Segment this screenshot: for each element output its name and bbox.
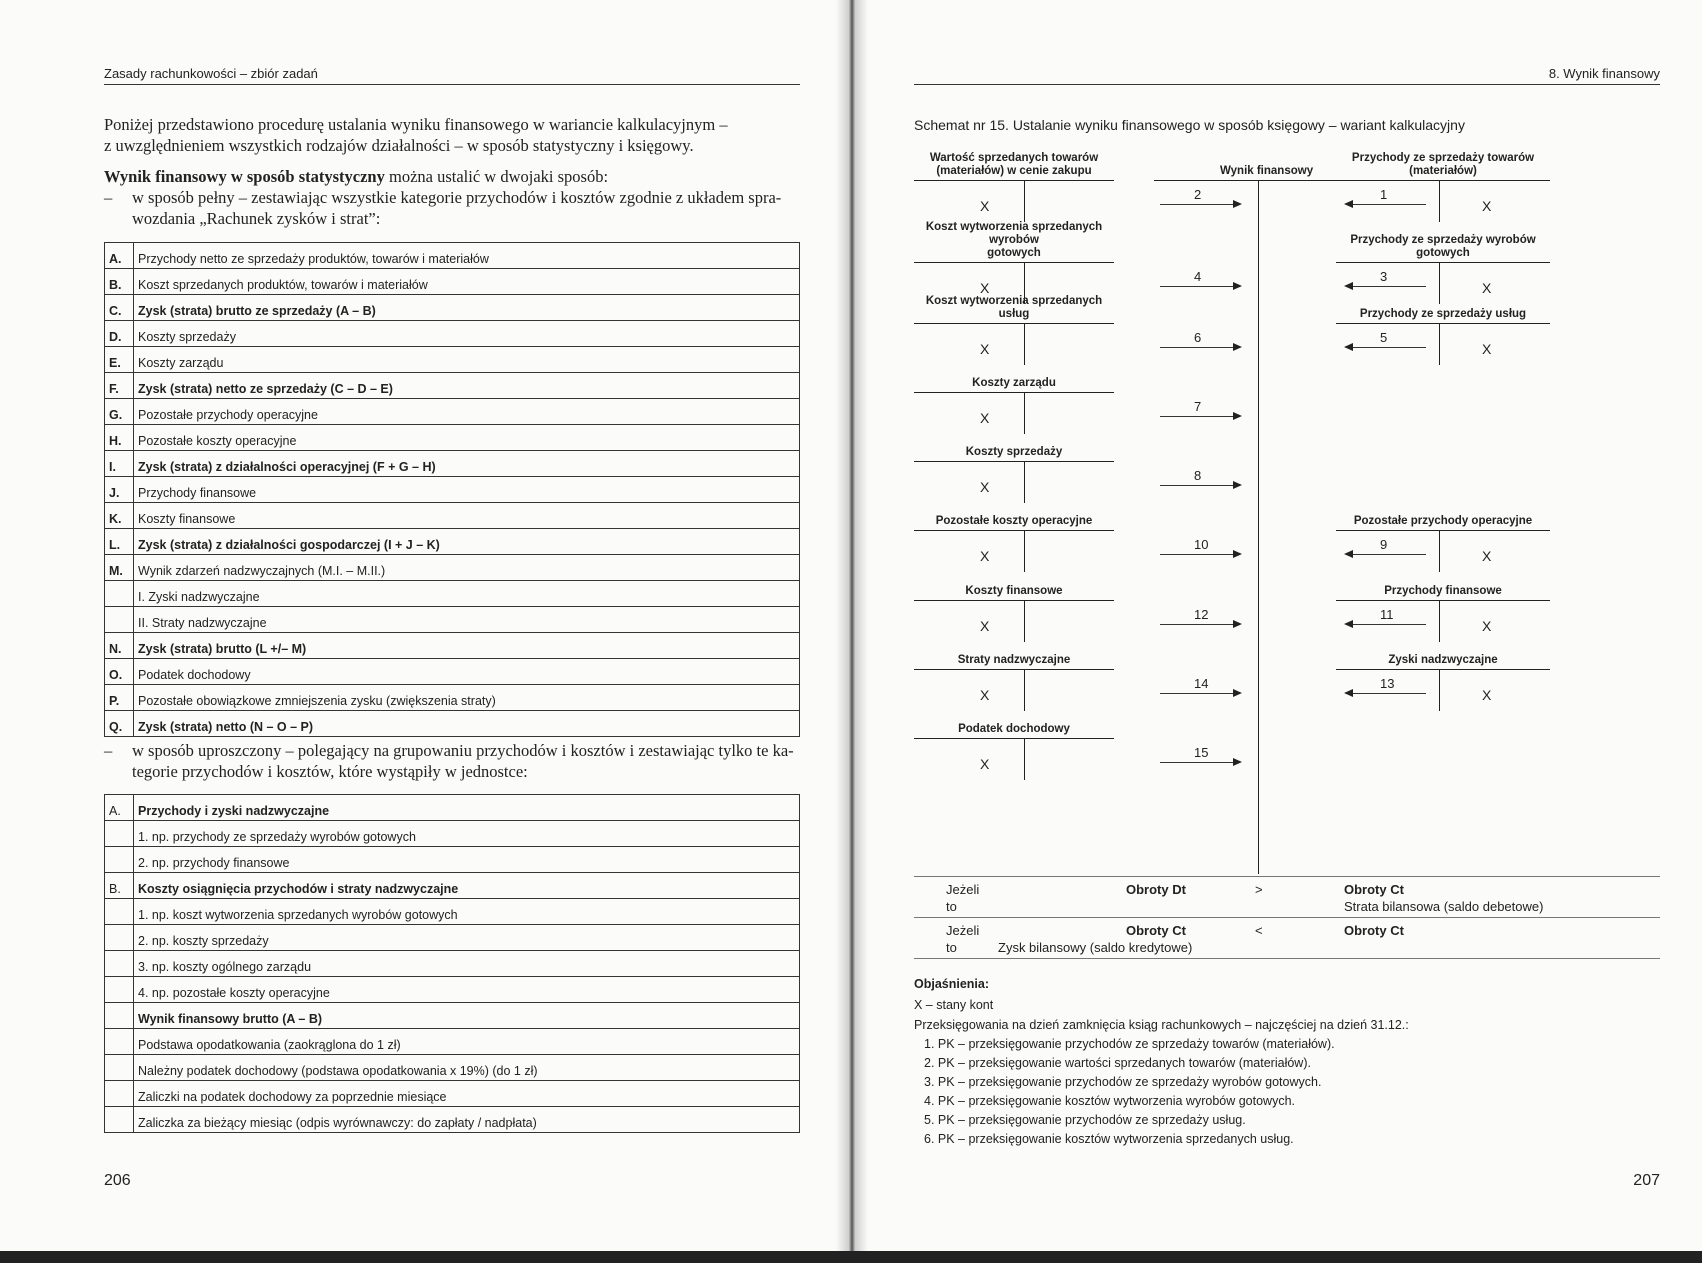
cond1-then: to <box>946 899 957 914</box>
bullet-simplified-method: – w sposób uproszczony – polegający na grupowaniu przychodów i kosztów i zestawiając tylko te ka- tegorie przychodów i kosztów, które wystąpiły w jednostce: <box>104 740 804 782</box>
explain-intro: Przeksięgowania na dzień zamknięcia ksiąg rachunkowych – najczęściej na dzień 31.12.: <box>914 1018 1409 1032</box>
explain-item: 5. PK – przeksięgowanie przychodów ze sprzedaży usług. <box>924 1113 1246 1127</box>
right-flow-arrowhead <box>1344 343 1353 351</box>
simplified-row-text: Należny podatek dochodowy (podstawa opodatkowania x 19%) (do 1 zł) <box>134 1055 800 1081</box>
rzis-row-text: Pozostałe przychody operacyjne <box>134 399 800 425</box>
left-account-balance-x: X <box>980 618 990 634</box>
page-number-left: 206 <box>104 1172 131 1189</box>
right-account-balance-x: X <box>1482 280 1492 296</box>
left-account-top-line <box>914 323 1114 324</box>
right-account-title-line1: Przychody finansowe <box>1384 585 1502 597</box>
left-flow-arrow <box>1160 745 1240 768</box>
right-account-title-line1: Pozostałe przychody operacyjne <box>1353 515 1533 527</box>
left-account-balance-x: X <box>980 479 990 495</box>
rzis-row-letter: B. <box>105 269 134 295</box>
left-account-balance-x: X <box>980 548 990 564</box>
right-account-title-line2: gotowych <box>1416 247 1470 259</box>
cond-rule-bottom <box>914 958 1660 959</box>
rzis-row-text: Koszty sprzedaży <box>134 321 800 347</box>
rzis-row-letter <box>105 607 134 633</box>
bullet1-line1: w sposób pełny – zestawiając wszystkie kategorie przychodów i kosztów zgodnie z układem spra- <box>132 188 782 207</box>
right-account-title <box>1336 585 1550 598</box>
simplified-row <box>105 899 800 925</box>
intro-line-1: Poniżej przedstawiono procedurę ustalania wyniku finansowego w wariancie kalkulacyjnym – <box>104 115 728 134</box>
explain-item: 4. PK – przeksięgowanie kosztów wytworzenia wyrobów gotowych. <box>924 1094 1296 1108</box>
right-flow-line <box>1346 624 1426 625</box>
bullet2-line2: tegorie przychodów i kosztów, które wystąpiły w jednostce: <box>132 762 528 781</box>
left-flow-number: 7 <box>1194 399 1202 414</box>
left-account-top-line <box>914 530 1114 531</box>
cond1-b: Obroty Ct <box>1344 882 1404 897</box>
book-spine <box>836 0 868 1263</box>
left-flow-arrowhead <box>1233 550 1242 558</box>
simplified-row <box>105 1055 800 1081</box>
left-head-rule <box>104 84 800 85</box>
left-account-title <box>914 654 1114 667</box>
simplified-row <box>105 1003 800 1029</box>
left-flow-arrow <box>1160 468 1240 491</box>
left-account-title-line1: Koszty finansowe <box>965 585 1063 597</box>
right-account-top-line <box>1336 530 1550 531</box>
right-flow-arrowhead <box>1344 550 1353 558</box>
left-flow-number: 4 <box>1194 269 1202 284</box>
simplified-row-text: 1. np. koszt wytworzenia sprzedanych wyrobów gotowych <box>134 899 800 925</box>
rzis-row-letter: L. <box>105 529 134 555</box>
left-flow-number: 12 <box>1194 607 1209 622</box>
simplified-table <box>104 794 800 1133</box>
left-account-title-line1: Koszty sprzedaży <box>965 446 1063 458</box>
statistical-heading-bold: Wynik finansowy w sposób statystyczny <box>104 167 385 186</box>
book-bottom-edge <box>0 1251 1702 1263</box>
simplified-row-text: Wynik finansowy brutto (A – B) <box>134 1003 800 1029</box>
simplified-row <box>105 821 800 847</box>
rzis-row-text: Zysk (strata) z działalności operacyjnej (F + G – H) <box>134 451 800 477</box>
intro-paragraph <box>104 114 804 156</box>
rzis-row-letter: K. <box>105 503 134 529</box>
explain-item: 1. PK – przeksięgowanie przychodów ze sprzedaży towarów (materiałów). <box>924 1037 1335 1051</box>
rzis-row-letter: J. <box>105 477 134 503</box>
right-account-title-line2: (materiałów) <box>1409 165 1477 177</box>
left-account-title-line2: gotowych <box>987 247 1041 259</box>
simplified-row-text: 2. np. przychody finansowe <box>134 847 800 873</box>
rzis-row-text: Przychody finansowe <box>134 477 800 503</box>
right-flow-number: 13 <box>1380 676 1395 691</box>
simplified-row <box>105 1107 800 1133</box>
right-account-balance-x: X <box>1482 618 1492 634</box>
left-account-title-line1: Koszt wytworzenia sprzedanych usług <box>925 295 1103 320</box>
left-flow-arrow <box>1160 676 1240 699</box>
left-account-title-line1: Podatek dochodowy <box>958 723 1070 735</box>
left-flow-line <box>1160 762 1240 763</box>
right-account-stem <box>1439 262 1440 304</box>
left-flow-arrow <box>1160 537 1240 560</box>
left-account-title-line2: (materiałów) w cenie zakupu <box>936 165 1092 177</box>
explain-x: X – stany kont <box>914 998 994 1012</box>
cond1-result: Strata bilansowa (saldo debetowe) <box>1344 899 1544 914</box>
simplified-row-text: Koszty osiągnięcia przychodów i straty nadzwyczajne <box>134 873 800 899</box>
right-flow-arrow <box>1346 187 1426 210</box>
right-account-title-line1: Przychody ze sprzedaży wyrobów <box>1350 234 1536 246</box>
rzis-row-letter: F. <box>105 373 134 399</box>
rzis-row-letter: H. <box>105 425 134 451</box>
statistical-heading-rest: można ustalić w dwojaki sposób: <box>384 167 609 186</box>
right-flow-arrow <box>1346 607 1426 630</box>
right-flow-arrow <box>1346 537 1426 560</box>
right-flow-number: 1 <box>1380 187 1388 202</box>
center-account-top <box>1154 180 1364 181</box>
right-page <box>852 0 1702 1263</box>
right-flow-arrow <box>1346 269 1426 292</box>
left-flow-arrowhead <box>1233 689 1242 697</box>
left-account-balance-x: X <box>980 341 990 357</box>
left-account-title-line1: Wartość sprzedanych towarów <box>929 152 1099 164</box>
bullet1-line2: wozdania „Rachunek zysków i strat”: <box>132 209 381 228</box>
rzis-row-letter: I. <box>105 451 134 477</box>
right-flow-line <box>1346 286 1426 287</box>
left-account-stem <box>1024 180 1025 222</box>
right-flow-number: 5 <box>1380 330 1388 345</box>
rzis-row-text: Pozostałe koszty operacyjne <box>134 425 800 451</box>
cond2-a: Obroty Ct <box>1126 923 1186 938</box>
rzis-row <box>105 243 800 269</box>
left-flow-line <box>1160 416 1240 417</box>
left-flow-number: 8 <box>1194 468 1202 483</box>
right-flow-line <box>1346 347 1426 348</box>
rzis-row <box>105 477 800 503</box>
right-account-balance-x: X <box>1482 548 1492 564</box>
right-flow-line <box>1346 693 1426 694</box>
left-flow-arrow <box>1160 330 1240 353</box>
left-account-balance-x: X <box>980 410 990 426</box>
rzis-row <box>105 685 800 711</box>
cond1-if: Jeżeli <box>946 882 980 897</box>
simplified-row-letter: A. <box>105 795 134 821</box>
right-account-stem <box>1439 530 1440 572</box>
right-account-stem <box>1439 600 1440 642</box>
explain-item: 3. PK – przeksięgowanie przychodów ze sprzedaży wyrobów gotowych. <box>924 1075 1322 1089</box>
right-account-title-line1: Przychody ze sprzedaży usług <box>1359 308 1527 320</box>
right-running-head: 8. Wynik finansowy <box>1548 66 1660 81</box>
simplified-row <box>105 1029 800 1055</box>
simplified-row-letter <box>105 899 134 925</box>
right-flow-line <box>1346 554 1426 555</box>
simplified-row-text: 3. np. koszty ogólnego zarządu <box>134 951 800 977</box>
left-account-stem <box>1024 323 1025 365</box>
simplified-row-letter <box>105 951 134 977</box>
left-flow-number: 2 <box>1194 187 1202 202</box>
right-account-top-line <box>1336 669 1550 670</box>
rzis-row <box>105 321 800 347</box>
simplified-row <box>105 951 800 977</box>
rzis-row <box>105 425 800 451</box>
simplified-row <box>105 873 800 899</box>
center-account-stem <box>1258 180 1259 874</box>
right-account-title <box>1336 152 1550 178</box>
right-account-title <box>1336 308 1550 321</box>
rzis-row-text: Zysk (strata) brutto ze sprzedaży (A – B) <box>134 295 800 321</box>
rzis-row <box>105 451 800 477</box>
rzis-row-text: Zysk (strata) z działalności gospodarczej (I + J – K) <box>134 529 800 555</box>
left-account-title <box>914 585 1114 598</box>
rzis-row-text: I. Zyski nadzwyczajne <box>134 581 800 607</box>
left-account-title <box>914 295 1114 321</box>
simplified-row <box>105 795 800 821</box>
left-flow-number: 10 <box>1194 537 1209 552</box>
right-account-top-line <box>1336 262 1550 263</box>
left-flow-arrow <box>1160 399 1240 422</box>
cond2-b: Obroty Ct <box>1344 923 1404 938</box>
left-flow-line <box>1160 347 1240 348</box>
left-account-stem <box>1024 738 1025 780</box>
left-account-top-line <box>914 461 1114 462</box>
left-flow-number: 14 <box>1194 676 1209 691</box>
right-flow-arrowhead <box>1344 620 1353 628</box>
rzis-row <box>105 659 800 685</box>
left-flow-arrowhead <box>1233 282 1242 290</box>
rzis-row-letter: C. <box>105 295 134 321</box>
right-flow-arrowhead <box>1344 689 1353 697</box>
left-account-balance-x: X <box>980 198 990 214</box>
left-account-stem <box>1024 461 1025 503</box>
simplified-row-letter <box>105 821 134 847</box>
left-account-balance-x: X <box>980 756 990 772</box>
cond2-op: < <box>1255 923 1263 938</box>
left-flow-line <box>1160 693 1240 694</box>
right-account-stem <box>1439 323 1440 365</box>
rzis-row-text: Koszty finansowe <box>134 503 800 529</box>
left-account-title <box>914 446 1114 459</box>
left-account-top-line <box>914 180 1114 181</box>
explain-item: 6. PK – przeksięgowanie kosztów wytworzenia sprzedanych usług. <box>924 1132 1294 1146</box>
cond1-op: > <box>1255 882 1263 897</box>
rzis-row <box>105 633 800 659</box>
right-account-stem <box>1439 180 1440 222</box>
left-account-title <box>914 723 1114 736</box>
rzis-row-letter: E. <box>105 347 134 373</box>
statistical-heading <box>104 166 804 187</box>
rzis-row-letter: D. <box>105 321 134 347</box>
right-flow-line <box>1346 204 1426 205</box>
cond-rule-top <box>914 876 1660 877</box>
left-account-top-line <box>914 262 1114 263</box>
bullet-full-method: – w sposób pełny – zestawiając wszystkie kategorie przychodów i kosztów zgodnie z układem spra- wozdania „Rachunek zysków i strat”: <box>104 187 804 229</box>
intro-line-2: z uwzględnieniem wszystkich rodzajów działalności – w sposób statystyczny i księgowy. <box>104 136 694 155</box>
left-account-title-line1: Koszt wytworzenia sprzedanych wyrobów <box>925 221 1103 246</box>
left-flow-arrow <box>1160 269 1240 292</box>
simplified-row-text: Przychody i zyski nadzwyczajne <box>134 795 800 821</box>
rzis-row-letter: N. <box>105 633 134 659</box>
left-running-head: Zasady rachunkowości – zbiór zadań <box>104 66 318 81</box>
bullet2-line1: w sposób uproszczony – polegający na grupowaniu przychodów i kosztów i zestawiając tylko te ka- <box>132 741 794 760</box>
rzis-row <box>105 711 800 737</box>
left-flow-arrowhead <box>1233 200 1242 208</box>
explain-item: 2. PK – przeksięgowanie wartości sprzedanych towarów (materiałów). <box>924 1056 1311 1070</box>
right-flow-arrowhead <box>1344 282 1353 290</box>
simplified-row-letter <box>105 925 134 951</box>
right-flow-arrow <box>1346 676 1426 699</box>
left-flow-number: 15 <box>1194 745 1209 760</box>
left-account-stem <box>1024 392 1025 434</box>
rzis-row-letter: M. <box>105 555 134 581</box>
right-account-stem <box>1439 669 1440 711</box>
left-account-stem <box>1024 530 1025 572</box>
simplified-row <box>105 925 800 951</box>
rzis-row-text: Pozostałe obowiązkowe zmniejszenia zysku (zwiększenia straty) <box>134 685 800 711</box>
left-account-stem <box>1024 600 1025 642</box>
left-flow-number: 6 <box>1194 330 1202 345</box>
left-account-top-line <box>914 600 1114 601</box>
left-account-title-line1: Straty nadzwyczajne <box>957 654 1071 666</box>
cond2-if: Jeżeli <box>946 923 980 938</box>
cond1-a: Obroty Dt <box>1126 882 1186 897</box>
simplified-row-text: 1. np. przychody ze sprzedaży wyrobów gotowych <box>134 821 800 847</box>
simplified-row-letter <box>105 1107 134 1133</box>
center-account-title: Wynik finansowy <box>1220 165 1314 177</box>
rzis-row-letter: A. <box>105 243 134 269</box>
cond-rule-mid <box>914 917 1660 918</box>
left-flow-line <box>1160 204 1240 205</box>
rzis-row-text: Koszt sprzedanych produktów, towarów i materiałów <box>134 269 800 295</box>
right-flow-number: 9 <box>1380 537 1388 552</box>
right-account-top-line <box>1336 600 1550 601</box>
simplified-row <box>105 1081 800 1107</box>
right-flow-arrowhead <box>1344 200 1353 208</box>
simplified-row-letter <box>105 847 134 873</box>
left-account-title-line1: Koszty zarządu <box>972 377 1056 389</box>
rzis-row-text: Zysk (strata) brutto (L +/– M) <box>134 633 800 659</box>
left-flow-line <box>1160 624 1240 625</box>
simplified-row-letter <box>105 1055 134 1081</box>
simplified-row-letter <box>105 1003 134 1029</box>
left-account-balance-x: X <box>980 687 990 703</box>
left-account-title <box>914 377 1114 390</box>
left-flow-arrowhead <box>1233 481 1242 489</box>
simplified-row <box>105 977 800 1003</box>
simplified-row-text: Zaliczki na podatek dochodowy za poprzednie miesiące <box>134 1081 800 1107</box>
left-flow-arrow <box>1160 607 1240 630</box>
rzis-row <box>105 503 800 529</box>
rzis-row <box>105 555 800 581</box>
rzis-row-text: Wynik zdarzeń nadzwyczajnych (M.I. – M.II.) <box>134 555 800 581</box>
cond2-then: to <box>946 940 957 955</box>
right-account-balance-x: X <box>1482 341 1492 357</box>
left-account-top-line <box>914 669 1114 670</box>
rzis-row <box>105 347 800 373</box>
simplified-row-text: 2. np. koszty sprzedaży <box>134 925 800 951</box>
simplified-row <box>105 847 800 873</box>
left-account-balance-x: X <box>980 280 990 296</box>
rzis-row <box>105 295 800 321</box>
simplified-row-text: Zaliczka za bieżący miesiąc (odpis wyrównawczy: do zapłaty / nadpłata) <box>134 1107 800 1133</box>
right-head-rule <box>914 84 1660 85</box>
simplified-row-letter <box>105 977 134 1003</box>
left-flow-arrowhead <box>1233 620 1242 628</box>
left-flow-arrowhead <box>1233 758 1242 766</box>
right-account-top-line <box>1336 180 1550 181</box>
rzis-row-letter: G. <box>105 399 134 425</box>
right-account-title-line1: Przychody ze sprzedaży towarów <box>1351 152 1535 164</box>
rzis-row-text: Zysk (strata) netto (N – O – P) <box>134 711 800 737</box>
left-flow-arrowhead <box>1233 412 1242 420</box>
rzis-row-text: II. Straty nadzwyczajne <box>134 607 800 633</box>
right-account-title <box>1336 654 1550 667</box>
rzis-row <box>105 269 800 295</box>
right-account-title <box>1336 515 1550 528</box>
rzis-row-text: Koszty zarządu <box>134 347 800 373</box>
right-flow-number: 11 <box>1380 607 1394 622</box>
page-number-right: 207 <box>1633 1172 1660 1189</box>
left-account-top-line <box>914 738 1114 739</box>
rzis-row-letter: O. <box>105 659 134 685</box>
left-account-title-line1: Pozostałe koszty operacyjne <box>935 515 1093 527</box>
left-account-title <box>914 515 1114 528</box>
explain-title: Objaśnienia: <box>914 977 990 991</box>
right-account-balance-x: X <box>1482 687 1492 703</box>
simplified-row-text: 4. np. pozostałe koszty operacyjne <box>134 977 800 1003</box>
left-flow-line <box>1160 485 1240 486</box>
right-account-top-line <box>1336 323 1550 324</box>
cond2-result: Zysk bilansowy (saldo kredytowe) <box>998 940 1193 955</box>
rzis-row-text: Podatek dochodowy <box>134 659 800 685</box>
left-account-top-line <box>914 392 1114 393</box>
rzis-row-text: Przychody netto ze sprzedaży produktów, towarów i materiałów <box>134 243 800 269</box>
schema-caption: Schemat nr 15. Ustalanie wyniku finansowego w sposób księgowy – wariant kalkulacyjny <box>914 117 1465 133</box>
rzis-row-letter: Q. <box>105 711 134 737</box>
left-flow-line <box>1160 286 1240 287</box>
right-account-title-line1: Zyski nadzwyczajne <box>1388 654 1498 666</box>
rzis-row <box>105 399 800 425</box>
rzis-row <box>105 529 800 555</box>
left-flow-arrow <box>1160 187 1240 210</box>
left-account-title <box>914 221 1114 260</box>
rzis-row-text: Zysk (strata) netto ze sprzedaży (C – D – E) <box>134 373 800 399</box>
simplified-row-letter <box>105 1029 134 1055</box>
rzis-row <box>105 581 800 607</box>
right-account-title <box>1336 234 1550 260</box>
simplified-row-letter: B. <box>105 873 134 899</box>
rzis-row <box>105 607 800 633</box>
rzis-row-letter: P. <box>105 685 134 711</box>
income-statement-table <box>104 242 800 737</box>
left-account-stem <box>1024 669 1025 711</box>
simplified-row-text: Podstawa opodatkowania (zaokrąglona do 1 zł) <box>134 1029 800 1055</box>
left-account-title <box>914 152 1114 178</box>
right-flow-arrow <box>1346 330 1426 353</box>
simplified-row-letter <box>105 1081 134 1107</box>
rzis-row <box>105 373 800 399</box>
right-flow-number: 3 <box>1380 269 1388 284</box>
left-flow-line <box>1160 554 1240 555</box>
right-account-balance-x: X <box>1482 198 1492 214</box>
rzis-row-letter <box>105 581 134 607</box>
left-flow-arrowhead <box>1233 343 1242 351</box>
